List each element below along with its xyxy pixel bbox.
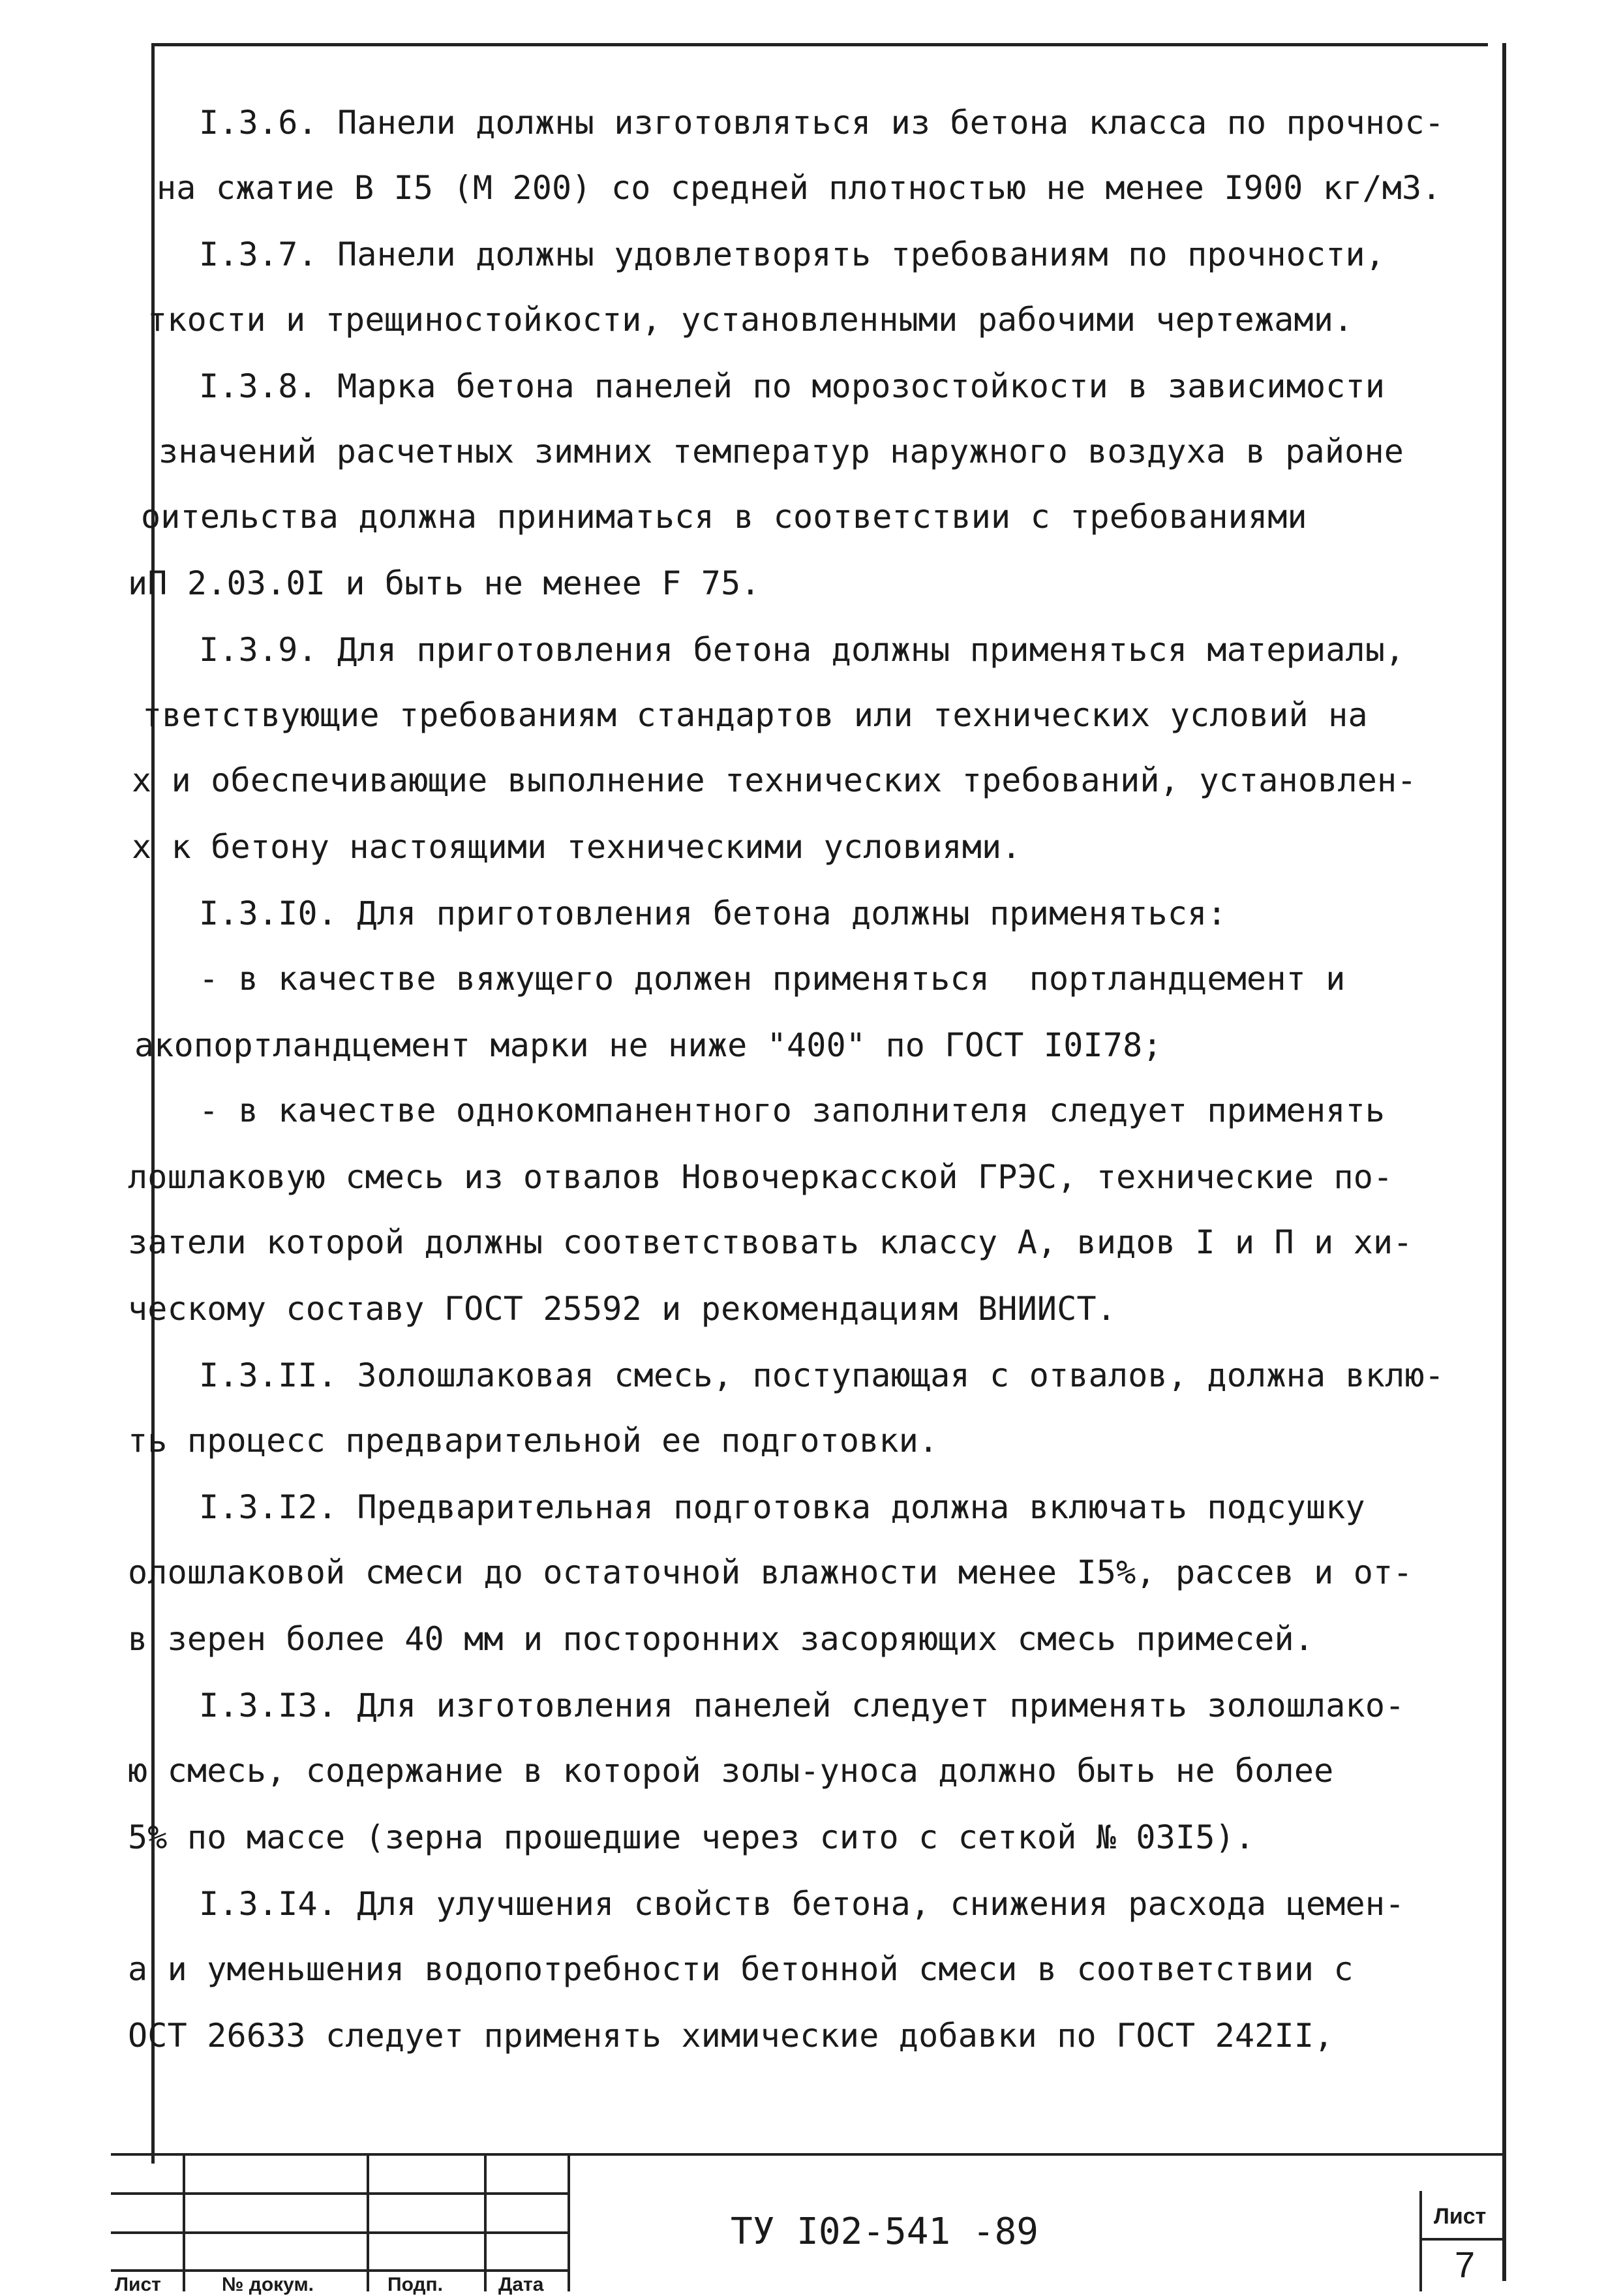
text-line: ть процесс предварительной ее подготовки. [128, 1422, 939, 1460]
text-line: I.3.I4. Для улучшения свойств бетона, снижения расхода цемен- [199, 1885, 1405, 1923]
text-line: I.3.6. Панели должны изготовляться из бетона класса по прочнос- [199, 104, 1445, 142]
title-block-sheet-col-line [1419, 2191, 1422, 2291]
title-block-sheet-row-line [1419, 2238, 1506, 2241]
column-label-date: Дата [498, 2274, 544, 2295]
column-label-sheet: Лист [115, 2274, 161, 2295]
text-line: ю смесь, содержание в которой золы-уноса должно быть не более [128, 1752, 1334, 1790]
title-block-top-line [111, 2153, 1506, 2156]
document-code: ТУ I02-541 -89 [731, 2211, 1039, 2253]
page-frame-top [154, 43, 1488, 46]
text-line: тветствующие требованиям стандартов или технических условий на [142, 696, 1368, 734]
text-line: 5% по массе (зерна прошедшие через сито с сеткой № 03I5). [128, 1818, 1255, 1856]
text-line: иП 2.03.0I и быть не менее F 75. [128, 564, 761, 602]
title-block-col-line [568, 2153, 570, 2291]
text-line: х и обеспечивающие выполнение технических требований, установлен- [132, 761, 1417, 799]
text-line: х к бетону настоящими техническими условиями. [132, 828, 1022, 866]
title-block-row-line [111, 2231, 568, 2234]
text-line: в зерен более 40 мм и посторонних засоряющих смесь примесей. [128, 1620, 1314, 1658]
text-line: олошлаковой смеси до остаточной влажности менее I5%, рассев и от- [128, 1554, 1413, 1591]
text-line: I.3.8. Марка бетона панелей по морозостойкости в зависимости [199, 367, 1386, 405]
text-line: I.3.I2. Предварительная подготовка должна включать подсушку [199, 1488, 1365, 1526]
text-line: ческому составу ГОСТ 25592 и рекомендациям ВНИИСТ. [128, 1290, 1117, 1328]
page-frame-right [1502, 43, 1506, 2281]
text-line: а и уменьшения водопотребности бетонной смеси в соответствии с [128, 1950, 1354, 1988]
column-label-doc-no: № докум. [222, 2274, 314, 2295]
text-line: затели которой должны соответствовать классу А, видов I и П и хи- [128, 1223, 1413, 1261]
title-block-row-line [111, 2192, 568, 2195]
text-line: - в качестве однокомпанентного заполнителя следует применять [199, 1092, 1386, 1129]
title-block-col-line [367, 2153, 369, 2291]
sheet-number: 7 [1455, 2244, 1476, 2285]
title-block-col-line [183, 2153, 185, 2291]
text-line: акопортландцемент марки не ниже "400" по ГОСТ I0I78; [134, 1026, 1162, 1064]
title-block-col-line [484, 2153, 487, 2291]
text-line: ОСТ 26633 следует применять химические добавки по ГОСТ 242II, [128, 2017, 1334, 2055]
text-line: - в качестве вяжущего должен применяться портландцемент и [199, 960, 1346, 998]
column-label-signature: Подп. [387, 2274, 443, 2295]
text-line: на сжатие В I5 (М 200) со средней плотностью не менее I900 кг/м3. [157, 169, 1442, 207]
text-line: лошлаковую смесь из отвалов Новочеркасской ГРЭС, технические по- [128, 1158, 1393, 1196]
text-line: I.3.7. Панели должны удовлетворять требованиям по прочности, [199, 236, 1386, 273]
text-line: I.3.I0. Для приготовления бетона должны применяться: [199, 895, 1227, 932]
text-line: значений расчетных зимних температур наружного воздуха в районе [159, 433, 1404, 470]
title-block [111, 2153, 1506, 2295]
text-line: ткости и трещиностойкости, установленными рабочими чертежами. [147, 301, 1354, 339]
text-line: оительства должна приниматься в соответствии с требованиями [141, 498, 1307, 536]
text-line: I.3.I3. Для изготовления панелей следует применять золошлако- [199, 1687, 1405, 1724]
text-line: I.3.9. Для приготовления бетона должны применяться материалы, [199, 631, 1405, 669]
sheet-label: Лист [1434, 2204, 1487, 2229]
text-line: I.3.II. Золошлаковая смесь, поступающая с отвалов, должна вклю- [199, 1356, 1445, 1394]
title-block-row-line [111, 2269, 568, 2272]
